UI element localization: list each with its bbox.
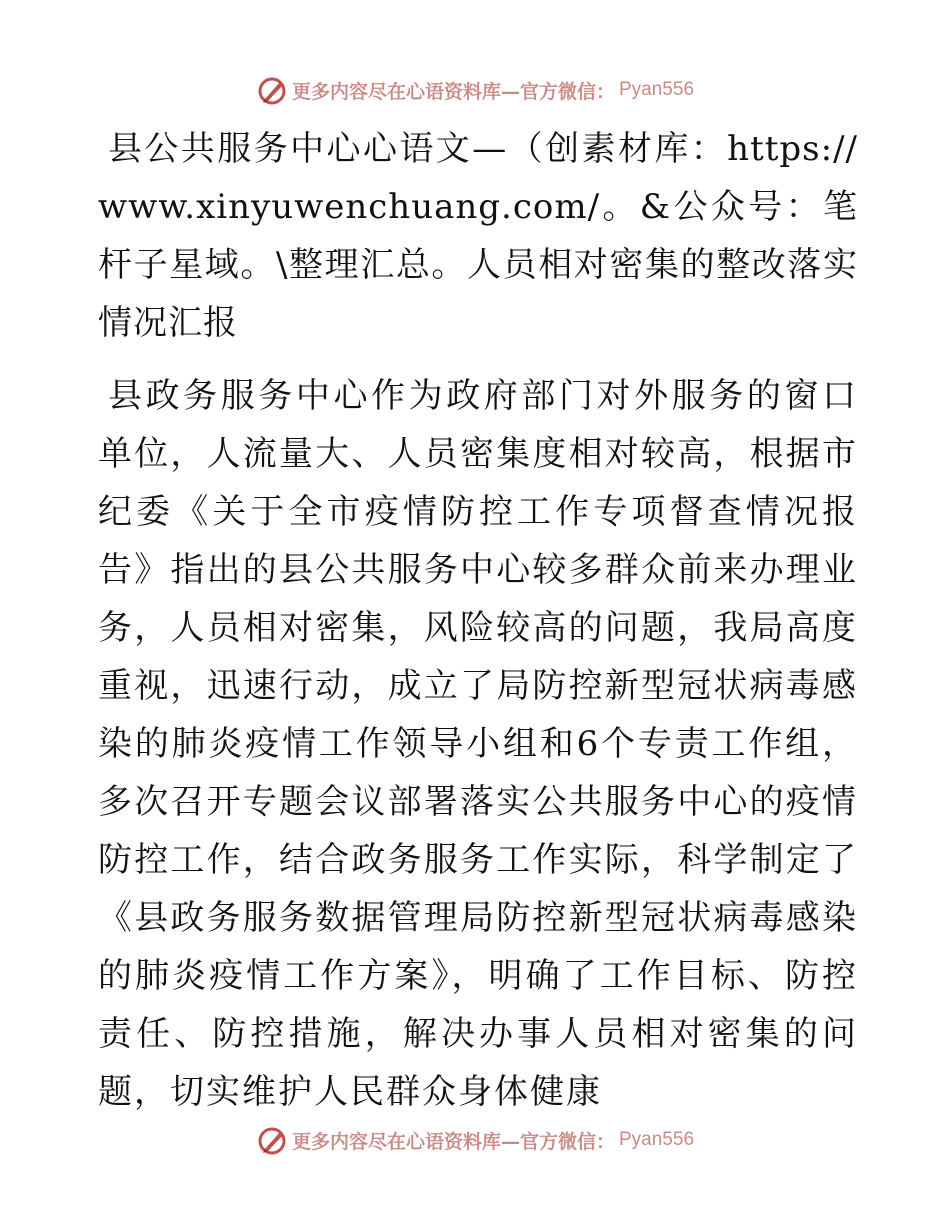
watermark-text: 更多内容尽在心语资料库—官方微信： [291,1130,615,1153]
document-title: 县公共服务中心心语文—（创素材库：https://www.xinyuwenchuang.com/。&公众号：笔杆子星域。\整理汇总。人员相对密集的整改落实情况汇报 [98,129,858,343]
watermark-text: 更多内容尽在心语资料库—官方微信： [291,80,615,103]
watermark-banner-bottom [0,1120,950,1160]
pen-logo-icon [256,74,288,106]
pen-logo-icon [256,1124,288,1156]
document-paragraph: 县政务服务中心作为政府部门对外服务的窗口单位，人流量大、人员密集度相对较高，根据市纪委《关于全市疫情防控工作专项督查情况报告》指出的县公共服务中心较多群众前来办理业务，人员相对密集，风险较高的问题，我局高度重视，迅速行动，成立了局防控新型冠状病毒感染的肺炎疫情工作领导小组和6个专责工作组，多次召开专题会议部署落实公共服务中心的疫情防控工作，结合政务服务工作实际，科学制定了《县政务服务数据管理局防控新型冠状病毒感染的肺炎疫情工作方案》，明确了工作目标、防控责任、防控措施，解决办事人员相对密集的问题，切实维护人民群众身体健康 [98,376,858,1112]
watermark-banner-top [0,70,950,110]
watermark-handle: Pyan556 [619,1129,695,1150]
watermark-handle: Pyan556 [619,79,695,100]
